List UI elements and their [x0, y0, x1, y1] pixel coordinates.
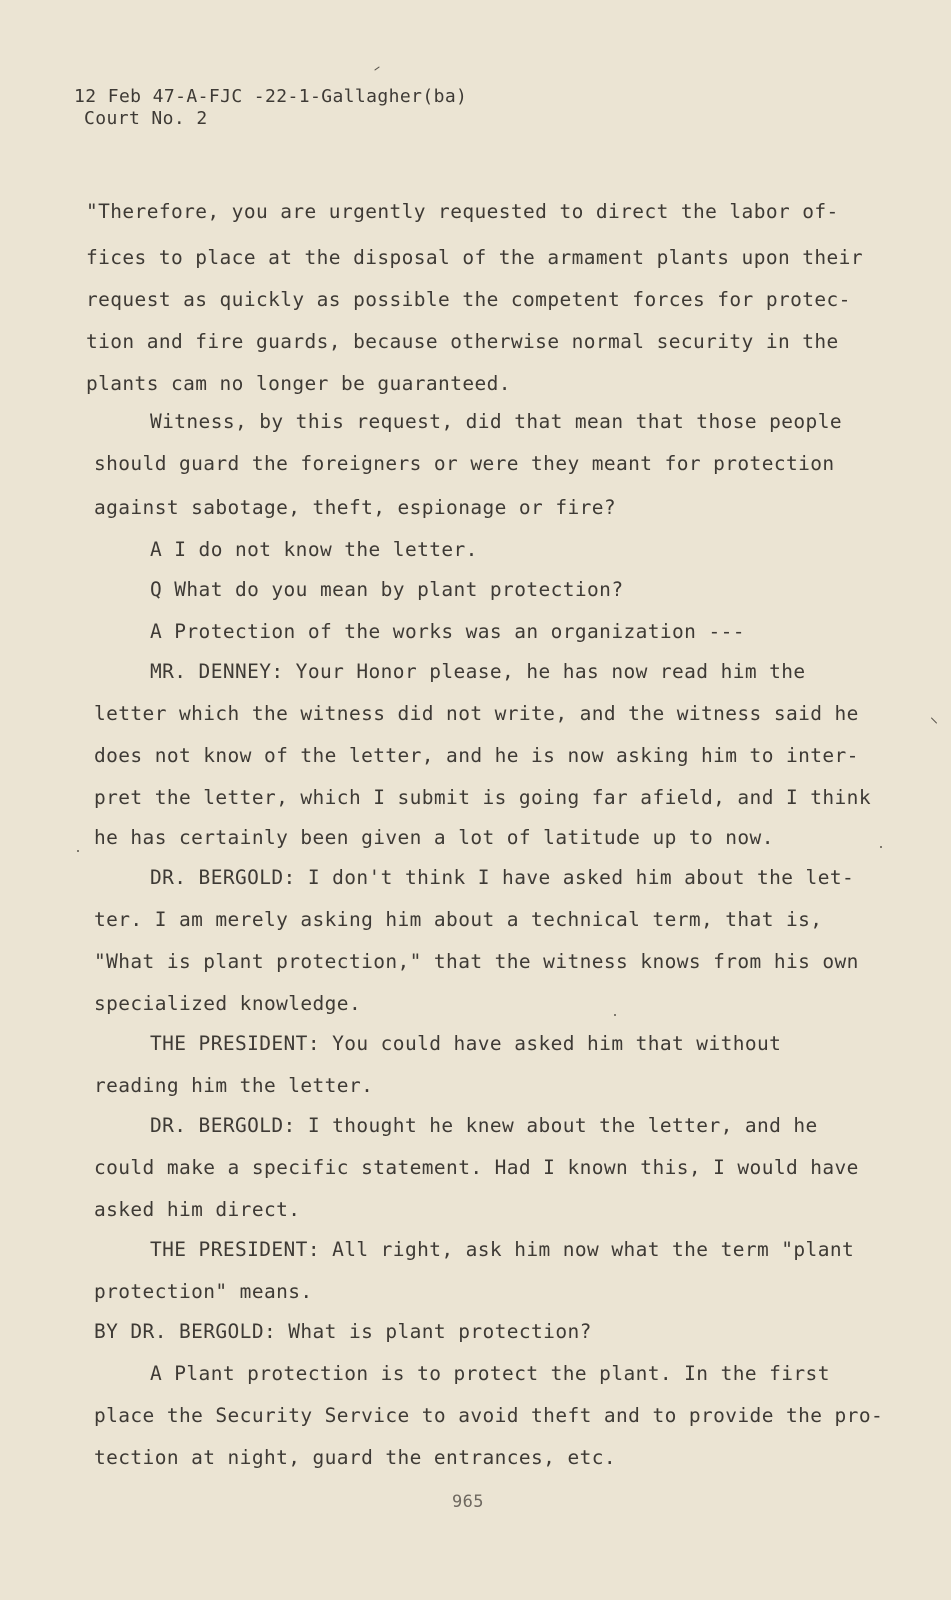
text-line: pret the letter, which I submit is going far afield, and I think — [94, 786, 871, 809]
text-line: A I do not know the letter. — [150, 538, 478, 561]
text-line: asked him direct. — [94, 1198, 301, 1221]
paper-mark — [931, 717, 937, 723]
paper-mark — [880, 846, 882, 848]
text-line: plants cam no longer be guaranteed. — [86, 372, 511, 395]
text-line: DR. BERGOLD: I don't think I have asked him about the let- — [150, 866, 855, 889]
text-line: he has certainly been given a lot of latitude up to now. — [94, 826, 774, 849]
header-court: Court No. 2 — [84, 108, 208, 129]
text-line: reading him the letter. — [94, 1074, 374, 1097]
text-line: THE PRESIDENT: You could have asked him that without — [150, 1032, 782, 1055]
text-line: specialized knowledge. — [94, 992, 362, 1015]
text-line: Q What do you mean by plant protection? — [150, 578, 624, 601]
text-line: "What is plant protection," that the witness knows from his own — [94, 950, 859, 973]
text-line: BY DR. BERGOLD: What is plant protection? — [94, 1320, 592, 1343]
page-number: 965 — [452, 1492, 484, 1512]
header-reference: 12 Feb 47-A-FJC -22-1-Gallagher(ba) — [74, 86, 468, 107]
text-line: place the Security Service to avoid theft and to provide the pro- — [94, 1404, 884, 1427]
text-line: "Therefore, you are urgently requested to direct the labor of- — [86, 200, 839, 223]
paper-mark — [77, 850, 79, 852]
paper-mark — [374, 66, 379, 70]
text-line: could make a specific statement. Had I known this, I would have — [94, 1156, 859, 1179]
text-line: request as quickly as possible the competent forces for protec- — [86, 288, 851, 311]
text-line: MR. DENNEY: Your Honor please, he has now read him the — [150, 660, 806, 683]
text-line: letter which the witness did not write, and the witness said he — [94, 702, 859, 725]
text-line: does not know of the letter, and he is now asking him to inter- — [94, 744, 859, 767]
text-line: ter. I am merely asking him about a technical term, that is, — [94, 908, 823, 931]
text-line: against sabotage, theft, espionage or fire? — [94, 496, 617, 519]
text-line: protection" means. — [94, 1280, 313, 1303]
paper-mark — [614, 1014, 616, 1016]
text-line: A Plant protection is to protect the plant. In the first — [150, 1362, 830, 1385]
text-line: DR. BERGOLD: I thought he knew about the letter, and he — [150, 1114, 818, 1137]
text-line: Witness, by this request, did that mean that those people — [150, 410, 842, 433]
text-line: A Protection of the works was an organization --- — [150, 620, 745, 643]
text-line: tection at night, guard the entrances, etc. — [94, 1446, 617, 1469]
text-line: tion and fire guards, because otherwise normal security in the — [86, 330, 839, 353]
text-line: fices to place at the disposal of the armament plants upon their — [86, 246, 863, 269]
text-line: should guard the foreigners or were they meant for protection — [94, 452, 835, 475]
text-line: THE PRESIDENT: All right, ask him now what the term "plant — [150, 1238, 855, 1261]
